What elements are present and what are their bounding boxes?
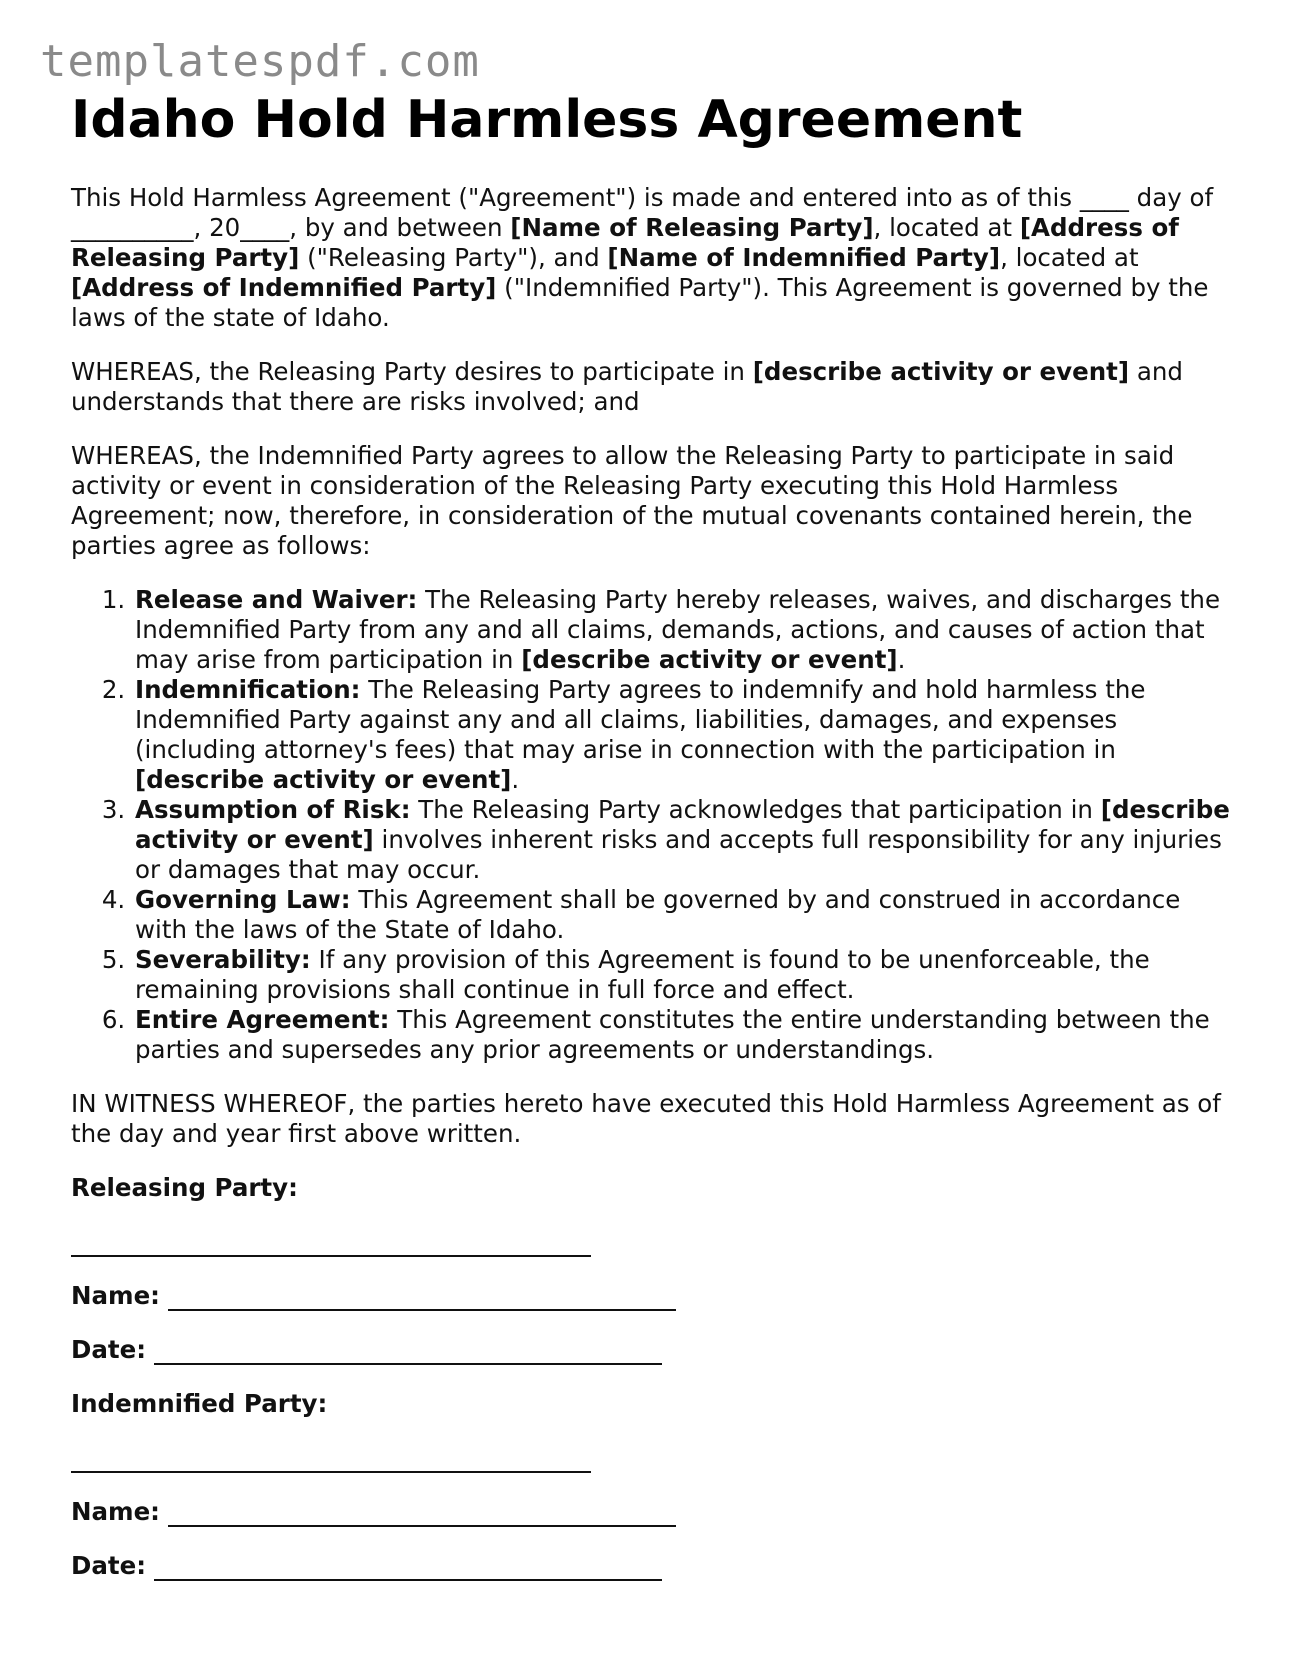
clause-text: This Agreement shall be governed by and construed in accordance with the laws of the State of Idaho. [135, 885, 1181, 945]
intro-text-4: , located at [1000, 243, 1139, 273]
clause-heading: Governing Law: [135, 885, 351, 915]
indemnified-party-address-placeholder: [Address of Indemnified Party] [71, 273, 497, 303]
releasing-party-name-row [71, 1281, 1231, 1311]
whereas1-text-2: and understands that there are risks involved; and [71, 357, 1183, 417]
indemnified-party-name-placeholder: [Name of Indemnified Party] [607, 243, 1001, 273]
releasing-party-address-placeholder: [Address of Releasing Party] [71, 213, 1179, 273]
intro-text-3: ("Releasing Party"), and [299, 243, 608, 273]
releasing-party-name-placeholder: [Name of Releasing Party] [510, 213, 874, 243]
activity-placeholder: [describe activity or event] [752, 357, 1130, 387]
releasing-party-heading: Releasing Party: [71, 1173, 298, 1203]
activity-placeholder: [describe activity or event] [135, 795, 1230, 855]
clause-heading: Release and Waiver: [135, 585, 418, 615]
activity-placeholder: [describe activity or event] [521, 645, 898, 675]
whereas1-text-1: WHEREAS, the Releasing Party desires to participate in [71, 357, 753, 387]
clause-text: This Agreement constitutes the entire understanding between the parties and supersedes any prior agreements or understandings. [135, 1005, 1210, 1065]
clause-text: The Releasing Party hereby releases, waives, and discharges the Indemnified Party from any and all claims, demands, actions, and causes of action that may arise from participation in [135, 585, 1221, 675]
intro-text-1: This Hold Harmless Agreement ("Agreement") is made and entered into as of this ____ day of __________, 20____, by and between [71, 183, 1214, 243]
clause-text: The Releasing Party agrees to indemnify and hold harmless the Indemnified Party against any and all claims, liabilities, damages, and expenses (including attorney's fees) that may arise in connection with the participation in [135, 675, 1146, 765]
witness-paragraph: IN WITNESS WHEREOF, the parties hereto have executed this Hold Harmless Agreement as of the day and year first above written. [71, 1089, 1221, 1149]
intro-text-5: ("Indemnified Party"). This Agreement is governed by the laws of the state of Idaho. [71, 273, 1209, 333]
releasing-party-date-line[interactable] [154, 1337, 662, 1365]
indemnified-party-name-line[interactable] [168, 1499, 676, 1527]
document-page [71, 92, 1231, 1605]
clause-heading: Severability: [135, 945, 311, 975]
indemnified-party-signature-line[interactable] [71, 1443, 591, 1473]
clause-heading: Indemnification: [135, 675, 361, 705]
name-label: Name: [71, 1497, 160, 1527]
indemnified-party-date-line[interactable] [154, 1553, 662, 1581]
activity-placeholder: [describe activity or event] [135, 765, 512, 795]
indemnified-party-date-row [71, 1551, 1231, 1581]
clause-text-end: . [511, 765, 520, 795]
clauses-list [71, 585, 1231, 1065]
date-label: Date: [71, 1335, 146, 1365]
clause-indemnification [133, 675, 1231, 795]
clause-release-waiver [133, 585, 1231, 675]
clause-severability [133, 945, 1231, 1005]
releasing-party-date-row [71, 1335, 1231, 1365]
intro-paragraph [71, 183, 1231, 333]
releasing-party-name-line[interactable] [168, 1283, 676, 1311]
clause-assumption-of-risk [133, 795, 1231, 885]
whereas-paragraph-1 [71, 357, 1231, 417]
clause-entire-agreement [133, 1005, 1231, 1065]
intro-text-2: , located at [873, 213, 1020, 243]
clause-text: If any provision of this Agreement is found to be unenforceable, the remaining provisions shall continue in full force and effect. [135, 945, 1150, 1005]
whereas-paragraph-2: WHEREAS, the Indemnified Party agrees to allow the Releasing Party to participate in said activity or event in consideration of the Releasing Party executing this Hold Harmless Agreement; now, therefore, in consideration of the mutual covenants contained herein, the parties agree as follows: [71, 441, 1193, 561]
clause-governing-law [133, 885, 1231, 945]
name-label: Name: [71, 1281, 160, 1311]
releasing-party-signature-line[interactable] [71, 1227, 591, 1257]
clause-text-end: . [897, 645, 906, 675]
document-title: Idaho Hold Harmless Agreement [71, 90, 1023, 150]
indemnified-party-name-row [71, 1497, 1231, 1527]
date-label: Date: [71, 1551, 146, 1581]
clause-heading: Assumption of Risk: [135, 795, 411, 825]
indemnified-party-heading: Indemnified Party: [71, 1389, 328, 1419]
clause-text: The Releasing Party acknowledges that participation in [410, 795, 1101, 825]
watermark: templatespdf.com [40, 36, 480, 87]
clause-text-end: involves inherent risks and accepts full responsibility for any injuries or damages that may occur. [135, 825, 1222, 885]
clause-heading: Entire Agreement: [135, 1005, 390, 1035]
